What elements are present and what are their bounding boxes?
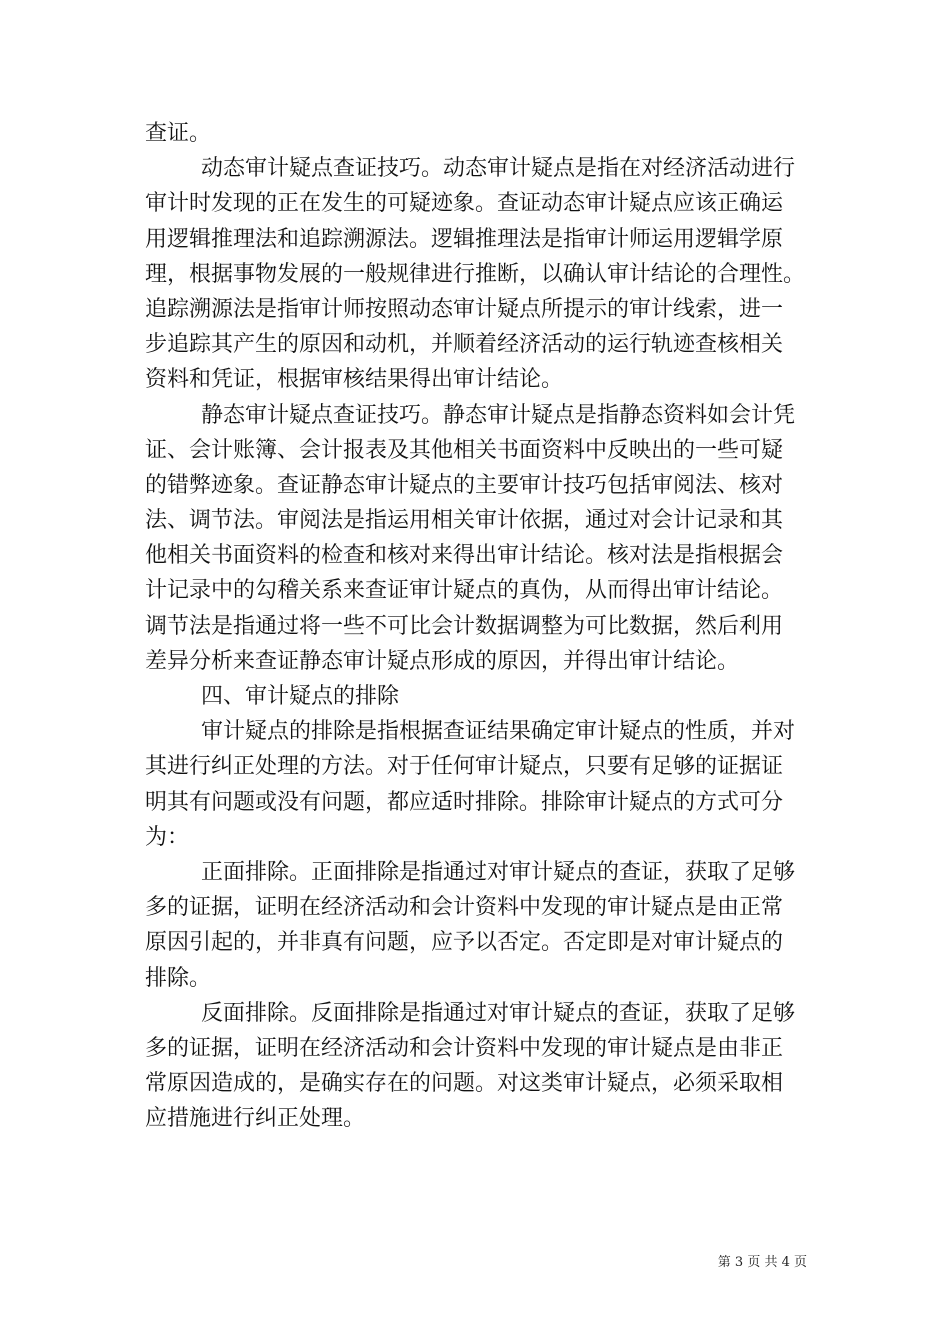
text-line: 他相关书面资料的检查和核对来得出审计结论。核对法是指根据会 bbox=[145, 543, 784, 569]
text-line: 审计时发现的正在发生的可疑迹象。查证动态审计疑点应该正确运 bbox=[145, 191, 784, 217]
text-line: 静态审计疑点查证技巧。静态审计疑点是指静态资料如会计凭 bbox=[201, 402, 796, 428]
text-line: 的错弊迹象。查证静态审计疑点的主要审计技巧包括审阅法、核对 bbox=[145, 472, 784, 498]
paragraph-6 bbox=[145, 855, 825, 996]
text-line: 差异分析来查证静态审计疑点形成的原因，并得出审计结论。 bbox=[145, 648, 740, 674]
document-body bbox=[145, 116, 825, 1136]
text-line: 资料和凭证，根据审核结果得出审计结论。 bbox=[145, 367, 564, 393]
text-line: 明其有问题或没有问题，都应适时排除。排除审计疑点的方式可分 bbox=[145, 789, 784, 815]
text-line: 常原因造成的，是确实存在的问题。对这类审计疑点，必须采取相 bbox=[145, 1071, 784, 1097]
text-line: 步追踪其产生的原因和动机，并顺着经济活动的运行轨迹查核相关 bbox=[145, 332, 784, 358]
text-line: 用逻辑推理法和追踪溯源法。逻辑推理法是指审计师运用逻辑学原 bbox=[145, 226, 784, 252]
text-line: 审计疑点的排除是指根据查证结果确定审计疑点的性质，并对 bbox=[201, 719, 796, 745]
section-heading bbox=[145, 679, 825, 714]
paragraph-3 bbox=[145, 398, 825, 680]
text-line: 多的证据，证明在经济活动和会计资料中发现的审计疑点是由正常 bbox=[145, 895, 784, 921]
text-line: 原因引起的，并非真有问题，应予以否定。否定即是对审计疑点的 bbox=[145, 930, 784, 956]
page-number-footer: 第 3 页 共 4 页 bbox=[717, 1255, 807, 1270]
text-line: 其进行纠正处理的方法。对于任何审计疑点，只要有足够的证据证 bbox=[145, 754, 784, 780]
text-line: 正面排除。正面排除是指通过对审计疑点的查证，获取了足够 bbox=[201, 859, 796, 885]
text-line: 动态审计疑点查证技巧。动态审计疑点是指在对经济活动进行 bbox=[201, 156, 796, 182]
paragraph-5 bbox=[145, 714, 825, 855]
heading-line: 四、审计疑点的排除 bbox=[201, 684, 400, 709]
text-line: 法、调节法。审阅法是指运用相关审计依据，通过对会计记录和其 bbox=[145, 508, 784, 534]
text-line: 排除。 bbox=[145, 965, 212, 991]
text-line: 应措施进行纠正处理。 bbox=[145, 1106, 366, 1132]
paragraph-1 bbox=[145, 116, 825, 151]
text-line: 追踪溯源法是指审计师按照动态审计疑点所提示的审计线索，进一 bbox=[145, 296, 784, 322]
text-line: 查证。 bbox=[145, 121, 212, 146]
text-line: 为： bbox=[145, 824, 190, 850]
text-line: 证、会计账簿、会计报表及其他相关书面资料中反映出的一些可疑 bbox=[145, 437, 784, 463]
text-line: 反面排除。反面排除是指通过对审计疑点的查证，获取了足够 bbox=[201, 1000, 796, 1026]
text-line: 多的证据，证明在经济活动和会计资料中发现的审计疑点是由非正 bbox=[145, 1035, 784, 1061]
paragraph-2 bbox=[145, 151, 825, 397]
text-line: 理，根据事物发展的一般规律进行推断，以确认审计结论的合理性。 bbox=[145, 261, 806, 287]
paragraph-7 bbox=[145, 996, 825, 1137]
text-line: 调节法是指通过将一些不可比会计数据调整为可比数据，然后利用 bbox=[145, 613, 784, 639]
text-line: 计记录中的勾稽关系来查证审计疑点的真伪，从而得出审计结论。 bbox=[145, 578, 784, 604]
